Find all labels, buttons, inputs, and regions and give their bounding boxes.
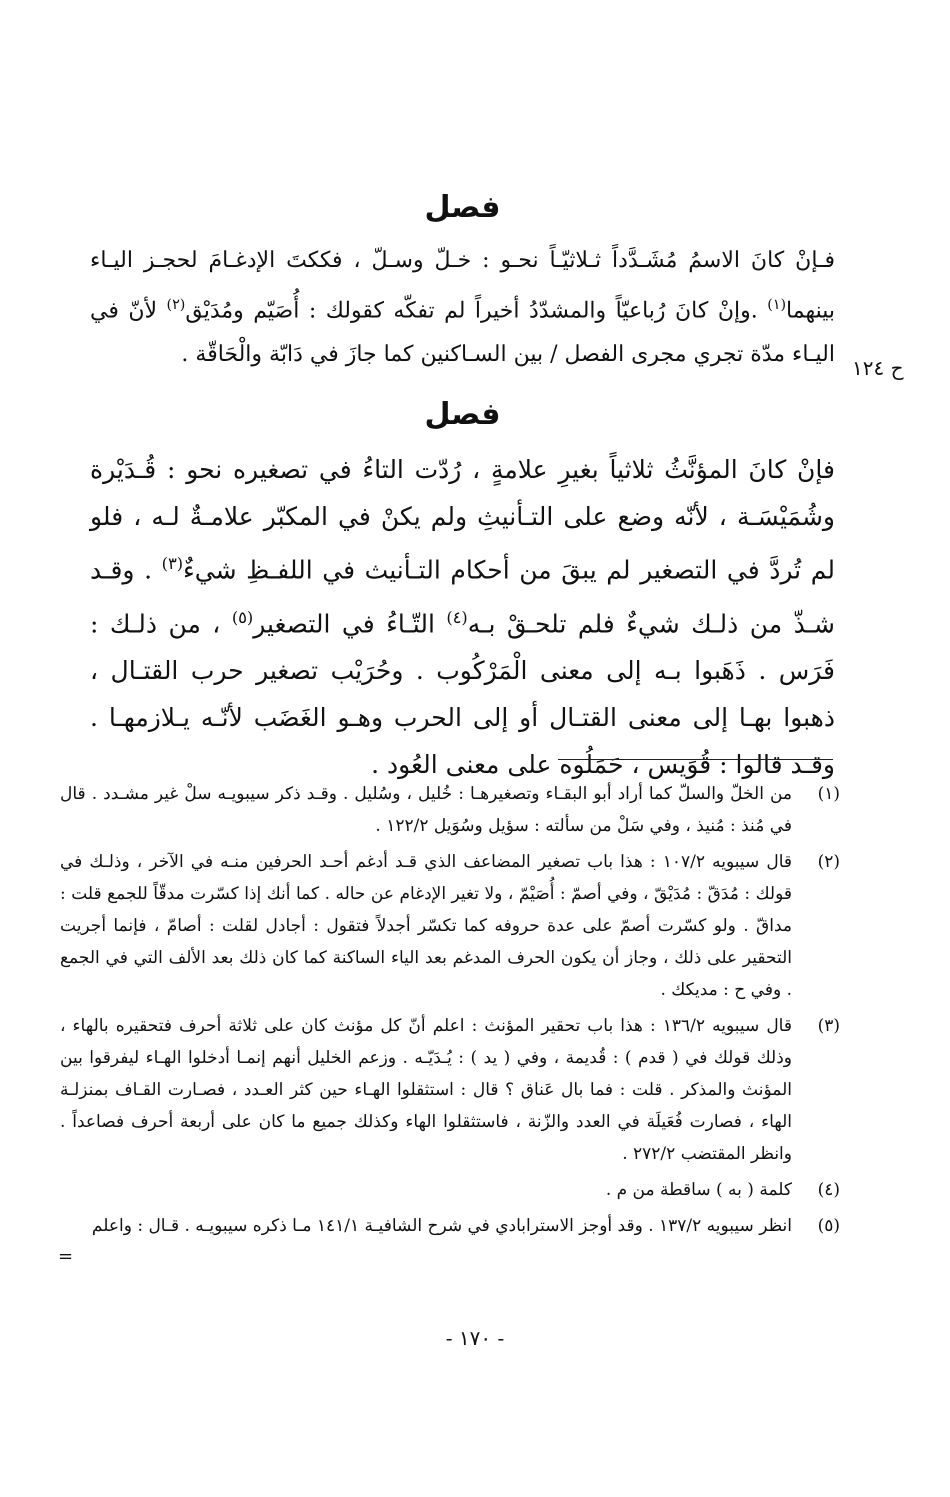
paragraph-2-text-b: . وقـد شـذّ من ذلـك شيءٌ فلم تلحـقْ بـه: [90, 555, 835, 638]
footnote-number: (٥): [817, 1216, 840, 1236]
paragraph-1-text-a: فـإنْ كانَ الاسمُ مُشَـدَّداً ثـلاثيّـاً نحـو : خـلّ وسـلّ ، فككتَ الإدغـامَ لحجـز اليـاء بينهما: [90, 248, 835, 324]
footnote-ref-1[interactable]: (١): [767, 297, 787, 313]
paragraph-1-text-b: .وإنْ كانَ رُباعيّاً والمشدّدُ أخيراً لم تفكّه كقولك : أُصَيّم ومُدَيْق: [185, 298, 768, 324]
continuation-mark: =: [58, 1246, 74, 1267]
section-heading-2: فصل: [424, 397, 501, 433]
section-heading-1: فصل: [424, 190, 501, 225]
footnote-ref-4[interactable]: (٤): [446, 607, 468, 627]
footnote-item: [60, 1010, 840, 1170]
footnote-ref-2[interactable]: (٢): [166, 297, 186, 313]
footnote-item: [60, 1174, 840, 1206]
footnote-item: [60, 1210, 840, 1242]
main-text-block: [90, 190, 835, 788]
paragraph-2: [90, 446, 835, 788]
manuscript-page-marker: ح ١٢٤: [852, 356, 904, 380]
footnotes-section: [60, 778, 840, 1246]
footnote-number: (١): [817, 784, 840, 804]
footnote-text: قال سيبويه ١٣٦/٢ : هذا باب تحقير المؤنث : اعلم أنّ كل مؤنث كان على ثلاثة أحرف فتحقيره بالهاء ، وذلك قولك في ( قدم ) : قُديمة ، وفي ( يد ) : يُـدَيّـه . وزعم الخليل أنهم إنمـا أدخلوا الهـاء ليفرقوا بين المؤنث والمذكر . قلت : فما بال عَناق ؟ قال : استثقلوا الهـاء حين كثر العـدد ، فصـارت القـاف بمنزلـة الهاء ، فصارت فُعَيلَة في العدد والزّنة ، فاستثقلوا الهاء وكذلك جميع ما كان على أربعة أحرف فصاعداً . وانظر المقتضب ٢٧٢/٢ .: [60, 1016, 792, 1164]
footnote-number: (٤): [817, 1180, 840, 1200]
page-number: - ١٧٠ -: [445, 1326, 505, 1350]
paragraph-2-text-d: ، من ذلـك : فَرَس . ذَهَبوا بـه إلى معنى الْمَرْكُوب . وحُرَيْب تصغير حرب القتـال ، ذهبوا بهـا إلى معنى القتـال أو إلى الحرب وهـو الغَضَب لأنّـه يـلازمهـا . وقـد قالوا : قُوَيس ، حَمَلُوه على معنى العُود .: [90, 608, 835, 779]
footnote-number: (٢): [817, 852, 840, 872]
footnote-text: كلمة ( به ) ساقطة من م .: [605, 1180, 792, 1200]
footnote-ref-5[interactable]: (٥): [231, 607, 254, 627]
footnote-divider: [558, 759, 833, 760]
footnote-text: قال سيبويه ١٠٧/٢ : هذا باب تصغير المضاعف الذي قـد أدغم أحـد الحرفين منـه في الآخر ، وذلـك في قولك : مُدَقّ : مُدَيْقّ ، وفي أصمّ : أُصَيْمّ ، ولا تغير الإدغام عن حاله . كما أنك إذا كسّرت مدقّاً للجمع قلت : مداقّ . ولو كسّرت أصمّ على عدة حروفه كما تكسّر أجدلاً فتقول : أجادل لقلت : أصامّ ، فإنما أجريت التحقير على ذلك ، وجاز أن يكون الحرف المدغم بعد الياء الساكنة كما كان ذلك بعد الألف التي في الجمع . وفي ح : مديكك .: [60, 852, 792, 1000]
footnote-text: انظر سيبويه ١٣٧/٢ . وقد أوجز الاسترابادي في شرح الشافيـة ١٤١/١ مـا ذكره سيبويـه . قـال : واعلم: [91, 1216, 792, 1236]
footnote-item: [60, 778, 840, 842]
footnote-text: من الخلّ والسلّ كما أراد أبو البقـاء وتصغيرهـا : خُليل ، وسُليل . وقـد ذكر سيبويـه سلْ غير مشـدد . قال في مُنذ : مُنيذ ، وفي سَلْ من سألته : سؤيل وسُوَيل ١٢٢/٢ .: [60, 784, 792, 836]
paragraph-2-text-a: فإنْ كانَ المؤنَّثُ ثلاثياً بغيرِ علامةٍ ، رُدّت التاءُ في تصغيره نحو : قُـدَيْرة وشُمَيْسَـة ، لأنّه وضع على التـأنيثِ ولم يكنْ في المكبّر علامـةٌ لـه ، فلو لم تُردَّ في التصغير لم يبقَ من أحكام التـأنيث في اللفـظِ شيءٌ: [90, 455, 835, 585]
paragraph-1: [90, 239, 835, 377]
footnote-item: [60, 846, 840, 1006]
paragraph-2-text-c: التّـاءُ في التصغير: [253, 608, 447, 638]
footnote-number: (٣): [817, 1016, 840, 1036]
footnote-ref-3[interactable]: (٣): [161, 554, 184, 574]
paragraph-1-text-c: لأنّ في اليـاء مدّة تجري مجرى الفصل / بين السـاكنين كما جازَ في دَابّة والْحَاقّة .: [90, 298, 835, 368]
